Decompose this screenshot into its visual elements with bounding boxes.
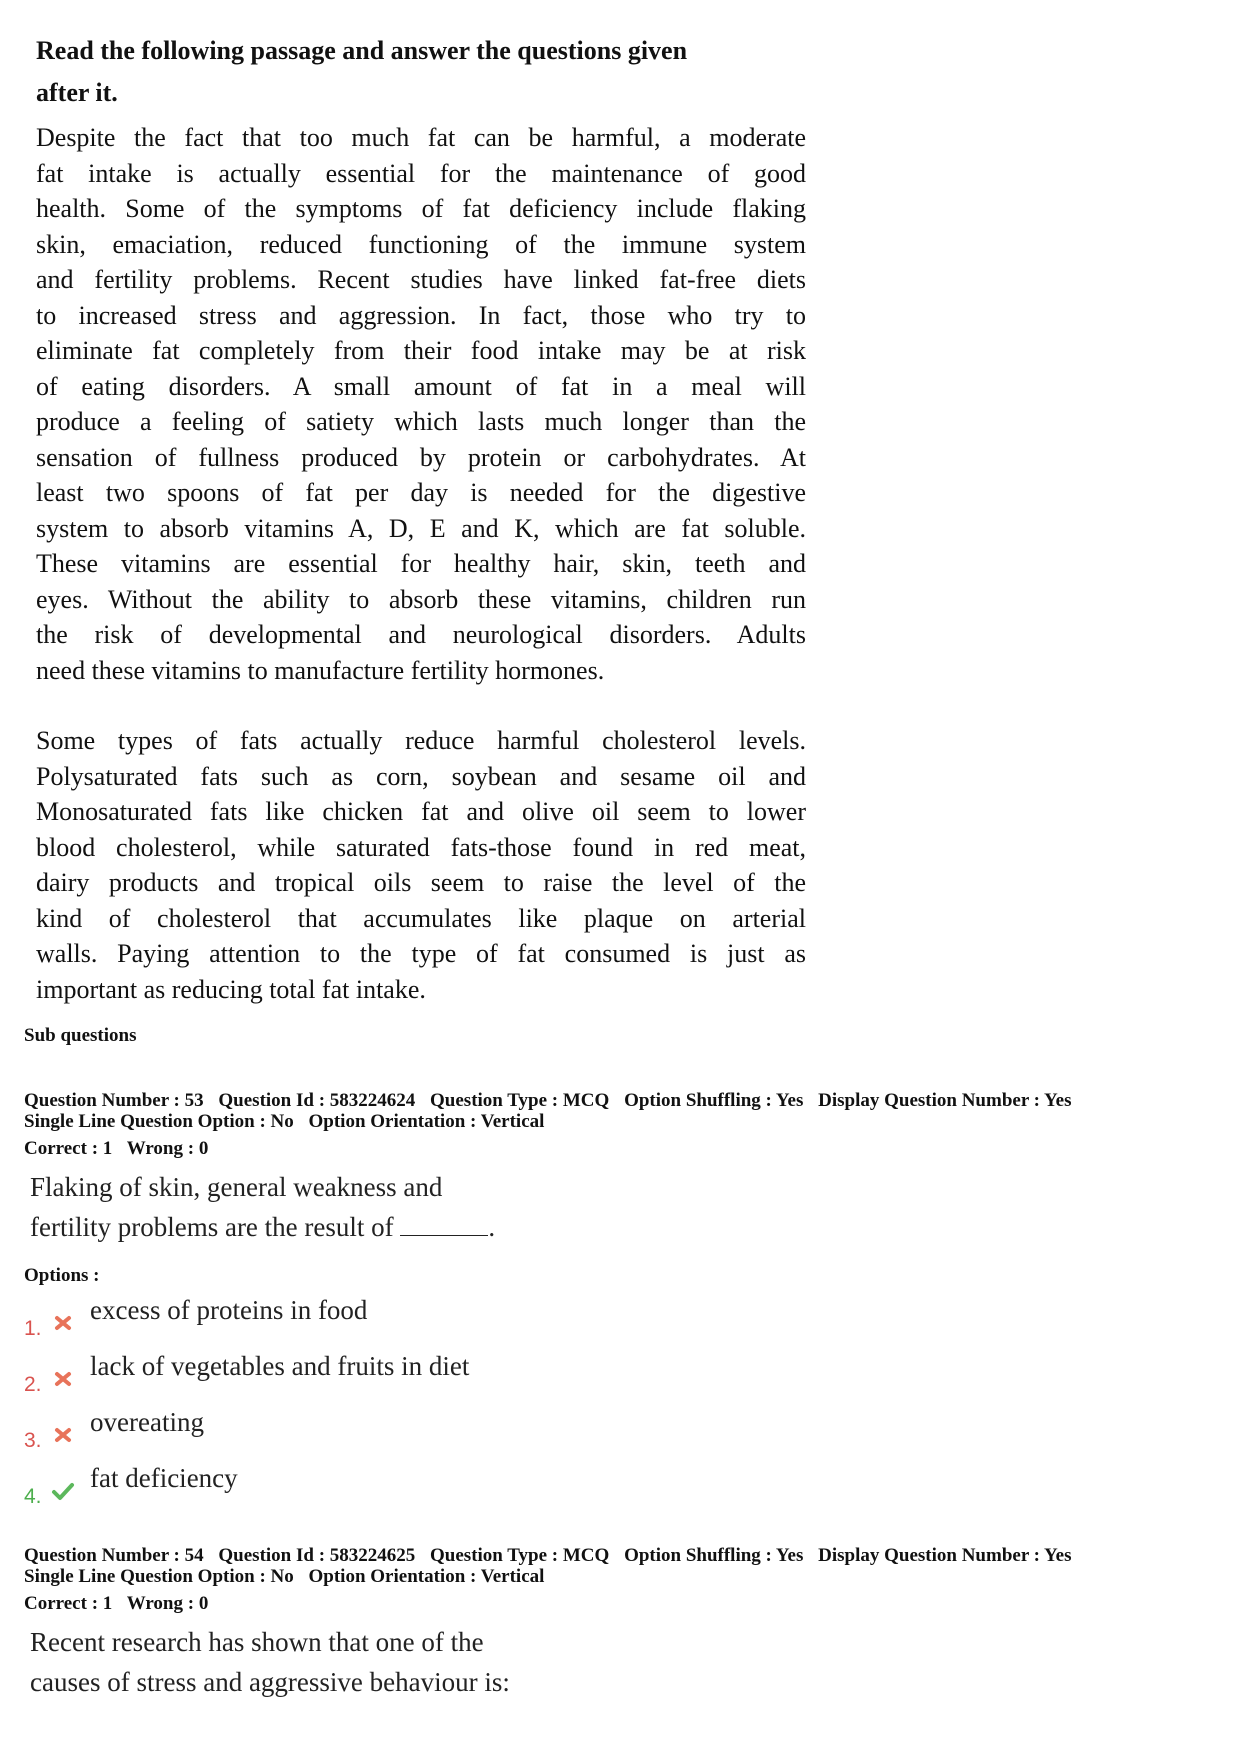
- question-text: [30, 1622, 1214, 1702]
- question-text-line: causes of stress and aggressive behaviour is:: [30, 1667, 510, 1697]
- option-2: [24, 1351, 1214, 1407]
- question-id: Question Id : 583224625: [218, 1545, 416, 1566]
- passage-heading-line: after it.: [36, 78, 118, 107]
- question-meta: [24, 1090, 1214, 1111]
- passage-line: sensation of fullness produced by protein or carbohydrates. At: [36, 442, 806, 472]
- check-icon: [51, 1479, 75, 1503]
- passage-line: These vitamins are essential for healthy hair, skin, teeth and: [36, 549, 806, 578]
- passage-line: Despite the fact that too much fat can be harmful, a moderate: [36, 123, 806, 152]
- option-text: fat deficiency: [90, 1463, 238, 1493]
- question-score: [24, 1593, 1214, 1614]
- cross-icon: [51, 1367, 75, 1391]
- wrong-marks: Wrong : 0: [126, 1138, 209, 1159]
- passage-line: least two spoons of fat per day is needed for the digestive: [36, 478, 806, 507]
- passage: [36, 30, 806, 1007]
- option-3: [24, 1407, 1214, 1463]
- display-question-number: Display Question Number : Yes: [818, 1090, 1072, 1111]
- passage-line: produce a feeling of satiety which lasts much longer than the: [36, 407, 806, 436]
- passage-line: health. Some of the symptoms of fat deficiency include flaking: [36, 194, 806, 223]
- passage-line: of eating disorders. A small amount of fat in a meal will: [36, 371, 806, 401]
- question-number: Question Number : 54: [24, 1545, 204, 1566]
- passage-line: system to absorb vitamins A, D, E and K, which are fat soluble.: [36, 513, 806, 543]
- display-question-number: Display Question Number : Yes: [818, 1545, 1072, 1566]
- passage-line: eyes. Without the ability to absorb these vitamins, children run: [36, 584, 806, 614]
- passage-heading: [36, 30, 806, 114]
- passage-line: and fertility problems. Recent studies have linked fat-free diets: [36, 265, 806, 294]
- question-53: [24, 1090, 1214, 1519]
- question-id: Question Id : 583224624: [218, 1090, 416, 1111]
- passage-line: Polysaturated fats such as corn, soybean and sesame oil and: [36, 761, 806, 791]
- passage-line: the risk of developmental and neurological disorders. Adults: [36, 620, 806, 649]
- option-number: 2.: [24, 1373, 42, 1396]
- passage-heading-line: Read the following passage and answer the questions given: [36, 36, 688, 65]
- wrong-marks: Wrong : 0: [126, 1593, 209, 1614]
- option-text: overeating: [90, 1407, 204, 1437]
- option-number: 4.: [24, 1485, 42, 1508]
- option-number: 3.: [24, 1429, 42, 1452]
- option-text: lack of vegetables and fruits in diet: [90, 1351, 470, 1381]
- passage-line: need these vitamins to manufacture fertility hormones.: [36, 655, 605, 685]
- passage-line: fat intake is actually essential for the maintenance of good: [36, 158, 806, 188]
- cross-icon: [51, 1423, 75, 1447]
- passage-line: to increased stress and aggression. In fact, those who try to: [36, 300, 806, 330]
- passage-paragraph-2: [36, 723, 806, 1007]
- question-54: [24, 1545, 1214, 1702]
- passage-line: Monosaturated fats like chicken fat and olive oil seem to lower: [36, 797, 806, 826]
- question-text-fragment: fertility problems are the result of: [30, 1212, 394, 1242]
- question-meta-2: [24, 1566, 1214, 1587]
- sub-questions-label: Sub questions: [24, 1025, 137, 1046]
- correct-marks: Correct : 1: [24, 1138, 113, 1159]
- option-1: [24, 1295, 1214, 1351]
- passage-line: eliminate fat completely from their food intake may be at risk: [36, 336, 806, 365]
- question-text: [30, 1167, 1214, 1247]
- question-meta: [24, 1545, 1214, 1566]
- passage-line: important as reducing total fat intake.: [36, 974, 426, 1004]
- option-orientation: Option Orientation : Vertical: [308, 1111, 545, 1132]
- option-shuffling: Option Shuffling : Yes: [624, 1545, 804, 1566]
- cross-icon: [51, 1311, 75, 1335]
- question-score: [24, 1138, 1214, 1159]
- option-shuffling: Option Shuffling : Yes: [624, 1090, 804, 1111]
- passage-line: dairy products and tropical oils seem to raise the level of the: [36, 868, 806, 897]
- options-label: Options :: [24, 1265, 100, 1286]
- passage-line: Some types of fats actually reduce harmful cholesterol levels.: [36, 726, 806, 755]
- single-line-option: Single Line Question Option : No: [24, 1566, 294, 1587]
- question-number: Question Number : 53: [24, 1090, 204, 1111]
- question-text-line: Flaking of skin, general weakness and: [30, 1172, 443, 1202]
- passage-line: blood cholesterol, while saturated fats-those found in red meat,: [36, 832, 806, 862]
- passage-paragraph-1: [36, 120, 806, 688]
- passage-line: skin, emaciation, reduced functioning of the immune system: [36, 229, 806, 259]
- option-4: [24, 1463, 1214, 1519]
- question-text-line: Recent research has shown that one of the: [30, 1627, 484, 1657]
- question-type: Question Type : MCQ: [430, 1090, 610, 1111]
- option-orientation: Option Orientation : Vertical: [308, 1566, 545, 1587]
- single-line-option: Single Line Question Option : No: [24, 1111, 294, 1132]
- correct-marks: Correct : 1: [24, 1593, 113, 1614]
- question-type: Question Type : MCQ: [430, 1545, 610, 1566]
- paragraph-gap: [36, 688, 806, 723]
- passage-line: walls. Paying attention to the type of fat consumed is just as: [36, 939, 806, 968]
- answer-blank: [400, 1211, 488, 1236]
- question-text-end: .: [488, 1212, 496, 1242]
- question-meta-2: [24, 1111, 1214, 1132]
- option-number: 1.: [24, 1317, 42, 1340]
- passage-line: kind of cholesterol that accumulates like plaque on arterial: [36, 903, 806, 933]
- option-text: excess of proteins in food: [90, 1295, 368, 1325]
- question-text-line: [30, 1207, 1214, 1247]
